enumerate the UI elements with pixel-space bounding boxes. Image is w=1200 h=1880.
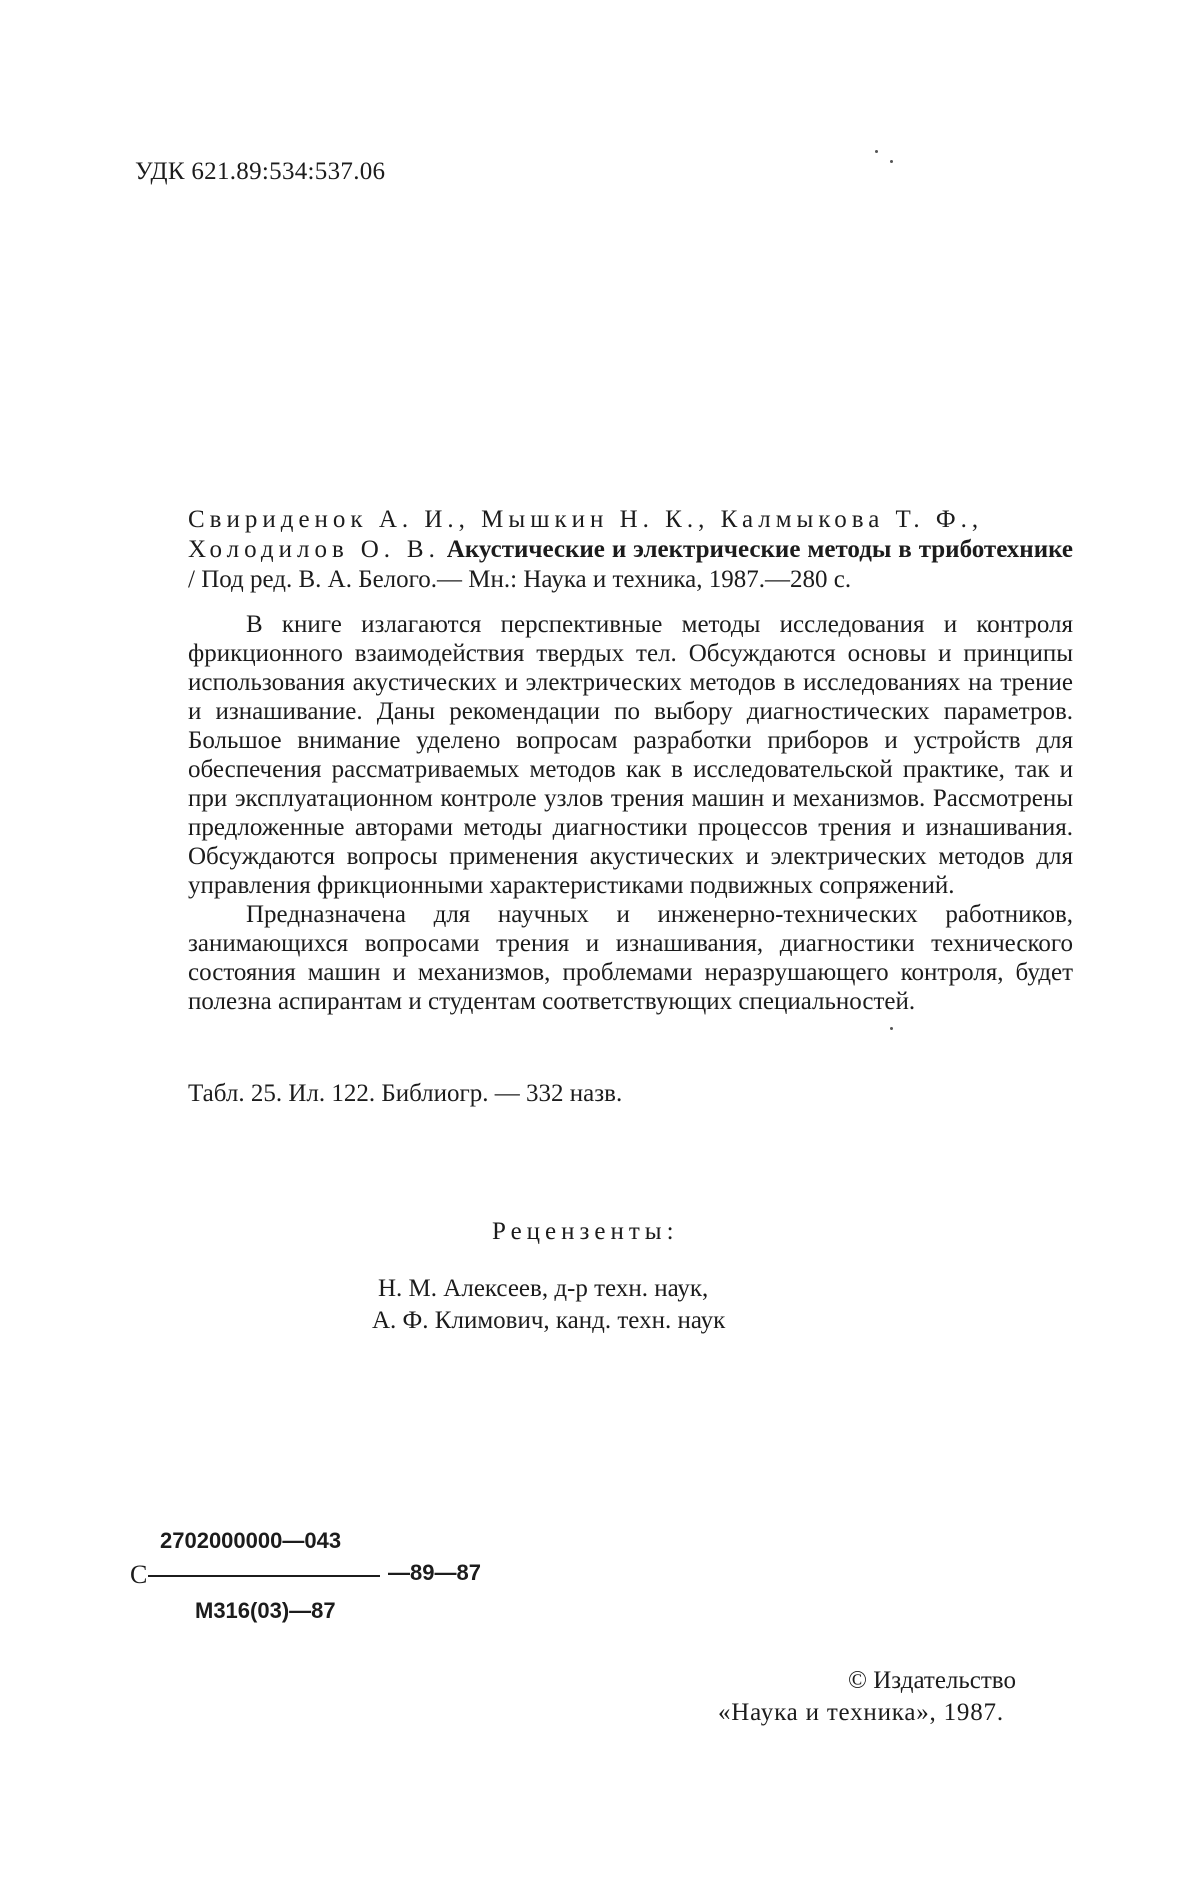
catalog-code-fraction-line (148, 1575, 380, 1577)
catalog-code-suffix: —89—87 (388, 1560, 481, 1585)
catalog-code (130, 1528, 530, 1638)
book-title: Акустические и электрические методы в триботехнике (446, 536, 1073, 563)
book-statistics: Табл. 25. Ил. 122. Библиогр. — 332 назв. (188, 1080, 623, 1107)
abstract-paragraph-2: Предназначена для научных и инженерно-технических работников, занимающихся вопросами трения и изнашивания, диагностики технического состояния машин и механизмов, проблемами неразрушающего контроля, будет полезна аспирантам и студентам соответствующих специальностей. (188, 901, 1073, 1015)
copyright-line-1: © Издательство (848, 1667, 1016, 1694)
abstract-paragraph-1: В книге излагаются перспективные методы исследования и контроля фрикционного взаимодействия твердых тел. Обсуждаются основы и принципы использования акустических и электрических методов в исследованиях на трение и изнашивание. Даны рекомендации по выбору диагностических параметров. Большое внимание уделено вопросам разработки приборов и устройств для обеспечения рассматриваемых методов как в исследовательской практике, так и при эксплуатационном контроле узлов трения машин и механизмов. Рассмотрены предложенные авторами методы диагностики процессов трения и изнашивания. Обсуждаются вопросы применения акустических и электрических методов для управления фрикционными характеристиками подвижных сопряжений. (188, 611, 1073, 899)
book-imprint: / Под ред. В. А. Белого.— Мн.: Наука и техника, 1987.—280 с. (188, 566, 852, 593)
reviewer-1: Н. М. Алексеев, д-р техн. наук, (378, 1275, 709, 1302)
catalog-code-prefix: С (130, 1560, 148, 1589)
abstract (188, 610, 1073, 1016)
copyright-line-2: «Наука и техника», 1987. (718, 1699, 1004, 1726)
reviewer-2: А. Ф. Климович, канд. техн. наук (372, 1307, 726, 1334)
bibliographic-entry (188, 505, 1073, 595)
print-speck (890, 1027, 893, 1030)
catalog-code-denominator: М316(03)—87 (195, 1598, 336, 1623)
authors-line: Свириденок А. И., Мышкин Н. К., Калмыкова Т. Ф., (188, 506, 984, 533)
print-speck (875, 150, 878, 153)
copyright-notice (718, 1665, 1016, 1729)
author-last: Холодилов О. В. (188, 536, 440, 563)
udk-code: УДК 621.89:534:537.06 (135, 158, 386, 185)
reviewers-heading: Рецензенты: (492, 1218, 679, 1245)
catalog-code-numerator: 2702000000—043 (160, 1528, 342, 1553)
print-speck (890, 160, 893, 163)
